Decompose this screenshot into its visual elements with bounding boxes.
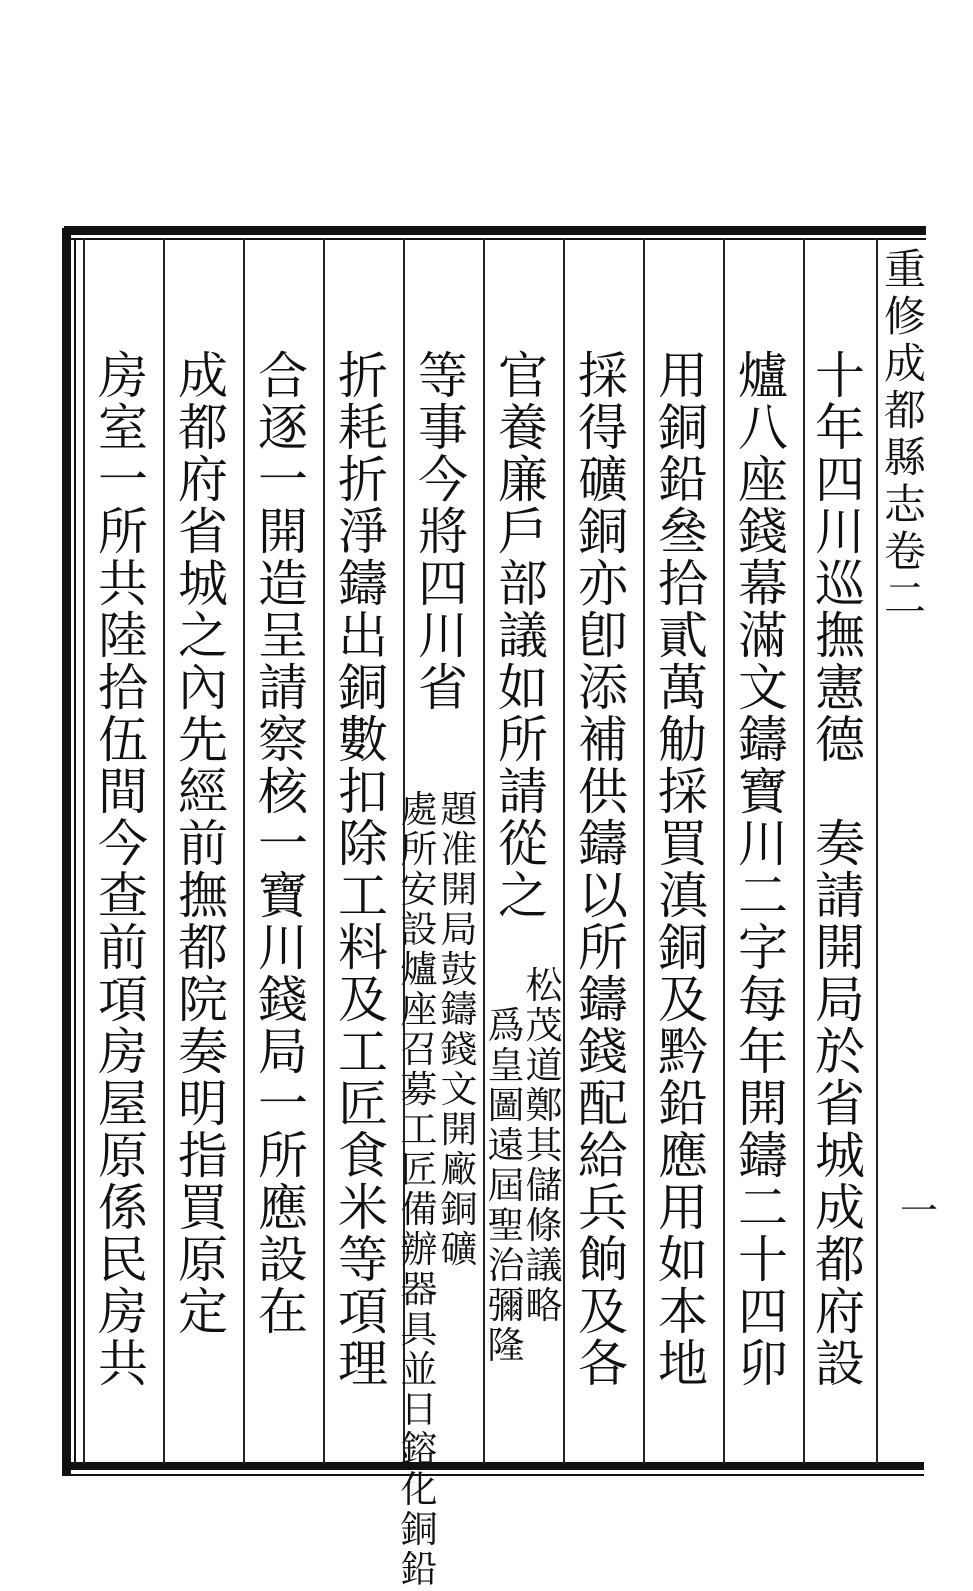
column-4-text: 採 得 礦 銅 亦 卽 添 補 供 鑄 以 所 鑄 錢 配 給 兵 餉 及 各 [578,347,628,1393]
column-5-text: 官 養 廉 戶 部 議 如 所 請 從 之 [498,347,548,925]
text-column-7 [415,347,471,717]
text-column-9 [255,347,311,1341]
text-column-7-right-note [440,790,478,1270]
top-border-rule [64,226,926,235]
column-8-text: 折 耗 折 淨 鑄 出 銅 數 扣 除 工 料 及 工 匠 食 米 等 項 理 [338,347,388,1393]
text-column-10 [175,347,231,1341]
text-column-6-right [525,966,563,1326]
margin-title-text: 重 修 成 都 縣 志 卷 二 [884,245,927,623]
text-column-2 [735,347,791,1393]
column-divider [83,238,85,1464]
top-border-inner-rule [64,238,926,240]
column-11-text: 房 室 一 所 共 陸 拾 伍 間 今 查 前 項 房 屋 原 係 民 房 共 [98,347,148,1393]
column-divider [483,238,485,1464]
text-column-8 [335,347,391,1393]
left-border-rule [62,228,71,1474]
column-7-note-left: 處 所 安 設 爐 座 召 募 工 匠 備 辦 器 具 並 日 鎔 化 銅 鉛 [400,788,438,1591]
text-column-7-left-note [400,790,438,1590]
column-divider [876,238,878,1464]
column-divider [643,238,645,1464]
column-3-text: 用 銅 鉛 叄 拾 貳 萬 觔 採 買 滇 銅 及 黔 鉛 應 用 如 本 地 [658,347,708,1393]
margin-page-mark: 一 [900,1189,939,1233]
bottom-border-rule [62,1462,924,1470]
column-10-top: 成 都 府 省 城 之 內 先 經 前 撫 都 院 [178,347,228,1029]
column-7-text: 等 事 今 將 四 川 省 [418,347,468,717]
column-2-text: 爐 八 座 錢 幕 滿 文 鑄 寶 川 二 字 每 年 開 鑄 二 十 四 卯 [738,347,788,1393]
column-divider [323,238,325,1464]
margin-title [884,246,926,622]
text-column-4 [575,347,631,1393]
column-1-bottom: 奏 請 開 局 於 省 城 成 都 府 設 [815,815,865,1393]
left-border-inner-rule [74,238,76,1464]
column-7-note-right: 題 准 開 局 鼓 鑄 錢 文 開 廠 銅 礦 [440,788,478,1271]
column-6-left-text: 爲 皇 圖 遠 屆 聖 治 彌 隆 [487,1004,525,1367]
text-column-6-left [487,1006,525,1366]
bottom-border-inner-rule [62,1474,924,1476]
text-column-3 [655,347,711,1393]
column-6-right-text: 松 茂 道 鄭 其 儲 條 議 略 [525,964,563,1327]
column-divider [723,238,725,1464]
column-divider [563,238,565,1464]
text-column-11 [95,347,151,1393]
text-column-1 [812,347,868,1393]
column-9-text: 合 逐 一 開 造 呈 請 察 核 一 寶 川 錢 局 一 所 應 設 在 [258,347,308,1341]
column-divider [803,238,805,1464]
column-divider [243,238,245,1464]
column-divider [163,238,165,1464]
text-column-5 [495,347,551,925]
column-1-top: 十 年 四 川 巡 撫 憲 德 [815,347,865,769]
column-10-bottom: 奏 明 指 買 原 定 [178,1023,228,1341]
